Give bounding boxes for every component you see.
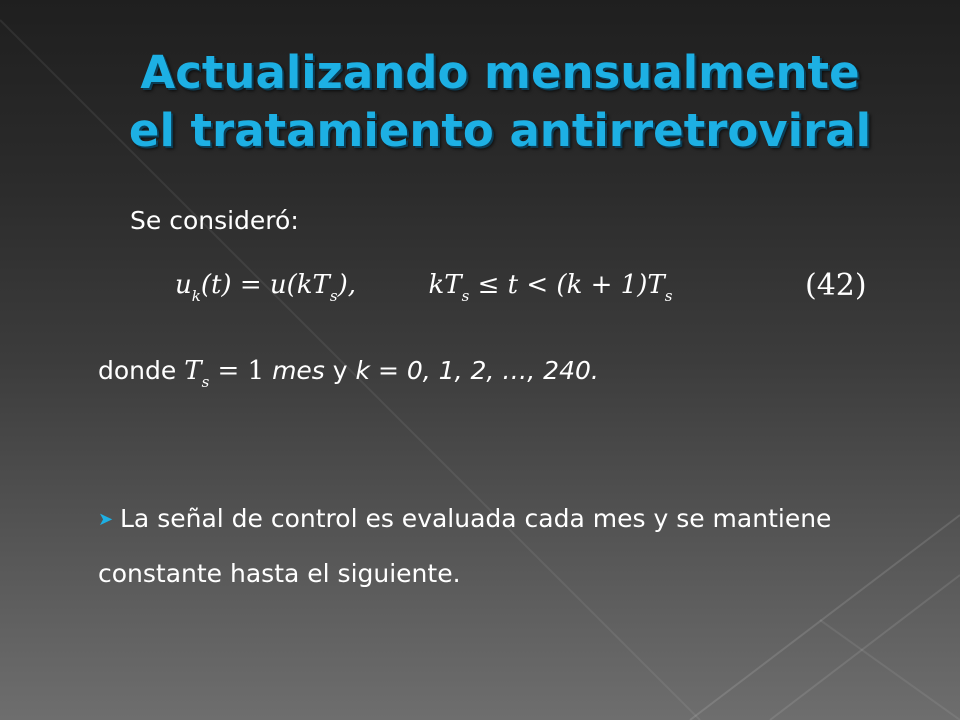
mes-word: mes xyxy=(272,356,325,385)
intro-text: Se consideró: xyxy=(130,206,299,235)
eq-u: u xyxy=(175,270,192,300)
title-line-1: Actualizando mensualmente xyxy=(140,46,860,99)
eq-lhs: (t) = u(kT xyxy=(200,270,330,300)
slide-title xyxy=(100,44,900,160)
bullet-item xyxy=(98,492,888,601)
ts-T: T xyxy=(184,356,202,386)
eq-rhs-mid: ≤ t < (k + 1)T xyxy=(469,270,665,300)
bullet-text: La señal de control es evaluada cada mes y se mantiene constante hasta el siguiente. xyxy=(98,504,832,588)
ts-symbol xyxy=(184,356,210,391)
title-line-2: el tratamiento antirretroviral xyxy=(128,104,872,157)
arrow-bullet-icon: ➤ xyxy=(98,509,114,530)
equation-number: (42) xyxy=(805,268,867,303)
eq-sub-s: s xyxy=(329,287,338,305)
y-word: y xyxy=(332,356,348,385)
eq-rhs-kt: kT xyxy=(428,270,462,300)
eq-sub-k: k xyxy=(191,287,201,305)
equation-42 xyxy=(175,270,673,305)
ts-equals: = 1 xyxy=(209,356,265,386)
eq-rhs-sub-s: s xyxy=(461,287,470,305)
eq-lhs-end: ), xyxy=(337,270,357,300)
donde-word: donde xyxy=(98,356,177,385)
donde-line xyxy=(98,356,599,391)
eq-rhs-sub-s2: s xyxy=(664,287,673,305)
k-values: k = 0, 1, 2, …, 240. xyxy=(355,356,599,385)
ts-sub-s: s xyxy=(201,373,210,391)
